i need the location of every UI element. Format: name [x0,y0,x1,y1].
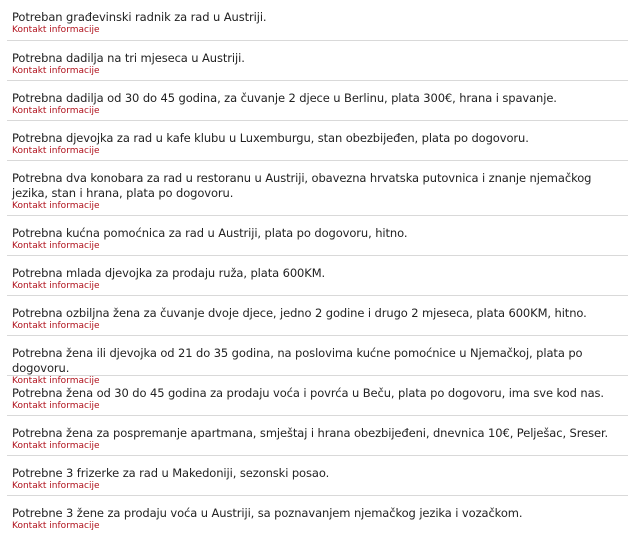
ad-text: Potrebna dadilja od 30 do 45 godina, za čuvanje 2 djece u Berlinu, plata 300€, hrana i spavanje. [12,91,557,105]
ad-text: Potrebne 3 frizerke za rad u Makedoniji, sezonski posao. [12,466,330,480]
list-item [7,456,628,496]
contact-info-link[interactable]: Kontakt informacije [12,146,100,156]
list-item [7,41,628,81]
list-item [7,296,628,336]
ad-text: Potrebne 3 žene za prodaju voća u Austriji, sa poznavanjem njemačkog jezika i vozačkom. [12,506,523,520]
list-item [7,0,628,41]
job-ads-list [7,0,628,536]
contact-info-link[interactable]: Kontakt informacije [12,281,100,291]
ad-text: Potrebna žena ili djevojka od 21 do 35 godina, na poslovima kućne pomoćnice u Njemačkoj, plata po dogovoru. [12,346,583,375]
ad-text: Potrebna dva konobara za rad u restoranu u Austriji, obavezna hrvatska putovnica i znanje njemačkog jezika, stan i hrana, plata po dogovoru. [12,171,592,200]
list-item [7,416,628,456]
list-item [7,161,628,216]
contact-info-link[interactable]: Kontakt informacije [12,201,100,211]
ad-text: Potrebna žena za pospremanje apartmana, smještaj i hrana obezbijeđeni, dnevnica 10€, Pelješac, Sreser. [12,426,609,440]
contact-info-link[interactable]: Kontakt informacije [12,441,100,451]
ad-text: Potrebna mlada djevojka za prodaju ruža, plata 600KM. [12,266,326,280]
ad-text: Potrebna dadilja na tri mjeseca u Austriji. [12,51,245,65]
list-item [7,81,628,121]
contact-info-link[interactable]: Kontakt informacije [12,376,100,386]
list-item [7,256,628,296]
contact-info-link[interactable]: Kontakt informacije [12,241,100,251]
list-item [7,496,628,536]
list-item [7,376,628,416]
ad-text: Potrebna djevojka za rad u kafe klubu u Luxemburgu, stan obezbijeđen, plata po dogovoru. [12,131,529,145]
contact-info-link[interactable]: Kontakt informacije [12,521,100,531]
contact-info-link[interactable]: Kontakt informacije [12,401,100,411]
list-item [7,336,628,386]
list-item [7,121,628,161]
ad-text: Potrebna ozbiljna žena za čuvanje dvoje djece, jedno 2 godine i drugo 2 mjeseca, plata 600KM, hitno. [12,306,587,320]
ad-text: Potrebna kućna pomoćnica za rad u Austriji, plata po dogovoru, hitno. [12,226,408,240]
contact-info-link[interactable]: Kontakt informacije [12,106,100,116]
contact-info-link[interactable]: Kontakt informacije [12,66,100,76]
contact-info-link[interactable]: Kontakt informacije [12,481,100,491]
list-item [7,216,628,256]
ad-text: Potrebna žena od 30 do 45 godina za prodaju voća i povrća u Beču, plata po dogovoru, ima sve kod nas. [12,386,604,400]
contact-info-link[interactable]: Kontakt informacije [12,321,100,331]
ad-text: Potreban građevinski radnik za rad u Austriji. [12,10,267,24]
contact-info-link[interactable]: Kontakt informacije [12,25,100,35]
